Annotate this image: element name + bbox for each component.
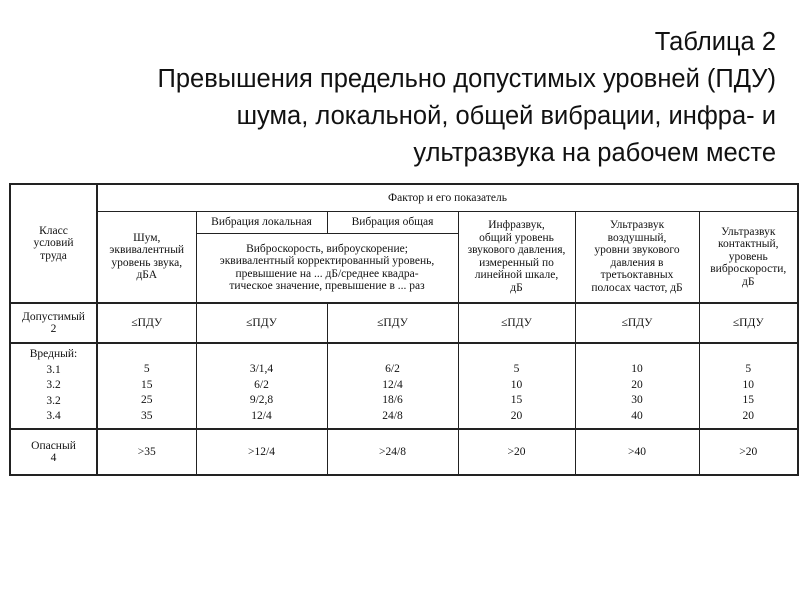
value-cell: 12/4 — [251, 409, 272, 422]
value-cell: 10 — [510, 378, 523, 391]
harmful-ultrasound-contact — [699, 343, 798, 429]
permissible-ultrasound-contact: ≤ПДУ — [699, 303, 798, 343]
dangerous-infrasound: >20 — [458, 429, 575, 475]
table-title-line: Превышения предельно допустимых уровней (ПДУ) — [157, 65, 776, 93]
permissible-infrasound: ≤ПДУ — [458, 303, 575, 343]
noise-header-line: дБА — [136, 269, 158, 282]
table-number: Таблица 2 — [654, 28, 776, 56]
ultrasound-air-header-line: воздушный, — [607, 231, 667, 244]
class-header — [10, 184, 97, 303]
class-header-line: труда — [40, 249, 67, 262]
row-label-line: 3.2 — [46, 379, 61, 392]
row-label-line: 3.1 — [46, 363, 61, 376]
value-cell: 40 — [631, 409, 643, 422]
vibration-subheader-line: тическое значение, превышение в ... раз — [229, 280, 425, 293]
row-label-line: 3.4 — [46, 410, 61, 423]
factor-header: Фактор и его показатель — [97, 184, 798, 211]
value-cell: 10 — [631, 363, 643, 375]
row-label-line: 4 — [50, 452, 57, 464]
harmful-vib-general — [327, 343, 458, 429]
value-cell: 5 — [745, 363, 752, 375]
class-header-line: Класс — [39, 224, 68, 237]
value-cell: 6/2 — [385, 363, 400, 375]
ultrasound-air-header-line: уровни звукового — [594, 244, 680, 257]
row-label-line: Допустимый — [22, 310, 85, 323]
row-label-line: 3.2 — [46, 394, 61, 407]
infrasound-header-line: дБ — [510, 281, 523, 294]
ultrasound-contact-header-line: уровень — [728, 250, 768, 263]
value-cell: 20 — [510, 409, 523, 422]
dangerous-noise: >35 — [97, 429, 196, 475]
value-cell: 15 — [742, 394, 754, 406]
value-cell: 35 — [141, 409, 153, 422]
excess-table — [9, 183, 799, 476]
col-vibration-subheader — [196, 233, 458, 303]
row-dangerous-label — [10, 429, 97, 475]
noise-header-line: уровень звука, — [111, 256, 183, 269]
harmful-noise — [97, 343, 196, 429]
harmful-vib-local — [196, 343, 327, 429]
ultrasound-contact-header-line: контактный, — [717, 238, 779, 250]
noise-header-line: эквивалентный — [109, 244, 185, 257]
permissible-ultrasound-air: ≤ПДУ — [575, 303, 699, 343]
noise-header-line: Шум, — [133, 231, 161, 244]
row-permissible-label — [10, 303, 97, 343]
vibration-subheader-line: превышение на ... дБ/среднее квадра- — [235, 267, 419, 280]
row-harmful-label — [10, 343, 97, 429]
infrasound-header-line: измеренный по — [479, 256, 554, 269]
value-cell: 20 — [631, 378, 643, 391]
value-cell: 10 — [742, 378, 754, 391]
permissible-vib-general: ≤ПДУ — [327, 303, 458, 343]
harmful-ultrasound-air — [575, 343, 699, 429]
ultrasound-air-header-line: третьоктавных — [600, 269, 674, 282]
ultrasound-air-header-line: давления в — [610, 256, 664, 269]
value-cell: 15 — [510, 394, 523, 406]
col-infrasound-header — [458, 211, 575, 303]
vibration-subheader-line: Виброскорость, виброускорение; — [246, 242, 408, 255]
value-cell: 3/1,4 — [249, 363, 274, 375]
value-cell: 25 — [141, 394, 153, 406]
permissible-vib-local: ≤ПДУ — [196, 303, 327, 343]
col-vib-local-header: Вибрация локальная — [196, 211, 327, 233]
col-ultrasound-air-header — [575, 211, 699, 303]
value-cell: 9/2,8 — [249, 394, 274, 406]
infrasound-header-line: линейной шкале, — [474, 269, 559, 282]
table-title-line: ультразвука на рабочем месте — [413, 139, 776, 167]
value-cell: 24/8 — [382, 409, 403, 422]
permissible-noise: ≤ПДУ — [97, 303, 196, 343]
value-cell: 30 — [631, 394, 643, 406]
class-header-line: условий — [33, 237, 74, 250]
dangerous-ultrasound-air: >40 — [575, 429, 699, 475]
col-ultrasound-contact-header — [699, 211, 798, 303]
ultrasound-contact-header-line: виброскорости, — [710, 263, 787, 275]
ultrasound-contact-header-line: Ультразвук — [721, 225, 776, 238]
dangerous-ultrasound-contact: >20 — [699, 429, 798, 475]
col-vib-general-header: Вибрация общая — [327, 211, 458, 233]
ultrasound-air-header-line: полосах частот, дБ — [591, 281, 683, 294]
value-cell: 15 — [141, 378, 153, 391]
value-cell: 12/4 — [382, 378, 403, 391]
harmful-infrasound — [458, 343, 575, 429]
row-label-line: Вредный: — [29, 348, 78, 361]
col-noise-header — [97, 211, 196, 303]
value-cell: 18/6 — [382, 394, 403, 406]
infrasound-header-line: общий уровень — [479, 231, 554, 244]
row-label-line: Опасный — [31, 439, 76, 452]
value-cell: 20 — [742, 409, 754, 422]
infrasound-header-line: звукового давления, — [467, 244, 566, 257]
table-title-line: шума, локальной, общей вибрации, инфра- и — [236, 102, 776, 130]
value-cell: 5 — [513, 363, 520, 375]
title-block — [0, 24, 776, 172]
dangerous-vib-general: >24/8 — [327, 429, 458, 475]
value-cell: 5 — [143, 363, 150, 375]
dangerous-vib-local: >12/4 — [196, 429, 327, 475]
row-label-line: 2 — [50, 323, 57, 335]
vibration-subheader-line: эквивалентный корректированный уровень, — [219, 255, 435, 268]
infrasound-header-line: Инфразвук, — [488, 219, 545, 232]
ultrasound-air-header-line: Ультразвук — [609, 219, 665, 232]
value-cell: 6/2 — [254, 378, 269, 391]
ultrasound-contact-header-line: дБ — [742, 275, 755, 288]
